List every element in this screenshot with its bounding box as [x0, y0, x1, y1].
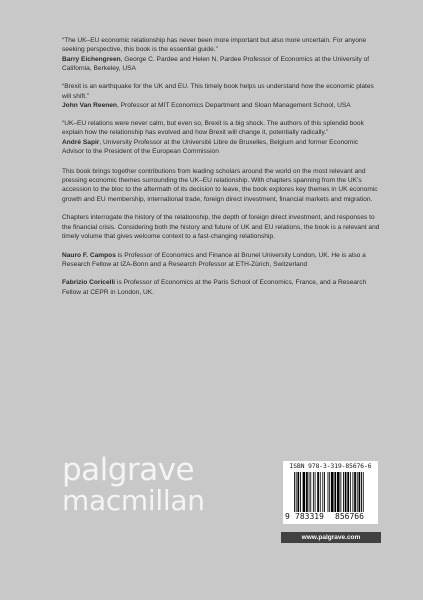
endorser-affiliation: , University Professor at the Université Libre de Bruxelles, Belgium and former Economic Advisor to the President of the European Commission — [62, 138, 359, 156]
logo-macmillan: macmillan — [62, 484, 205, 517]
endorser-name: Barry Eichengreen — [62, 55, 121, 63]
barcode — [283, 461, 378, 524]
barcode-bar — [324, 472, 325, 512]
isbn-label: ISBN 978-3-319-85676-6 — [289, 463, 372, 470]
endorsement-3 — [62, 119, 380, 157]
publisher-logo — [62, 454, 205, 516]
endorser-name: John Van Reenen — [62, 102, 117, 110]
author-bio-text: is Professor of Economics at the Paris School of Economics, France, and a Research Fellow at CEPR in London, UK. — [62, 279, 367, 296]
endorsement-quote: “The UK–EU economic relationship has never been more important but also more uncertain. For anyone seeking perspective, this book is the essential guide.” — [62, 37, 367, 54]
publisher-url-bar[interactable] — [281, 532, 381, 543]
barcode-bar — [334, 472, 336, 512]
barcode-bar — [317, 472, 319, 512]
endorser-name: André Sapir — [62, 138, 100, 146]
barcode-bar — [309, 472, 310, 512]
barcode-bar — [294, 472, 295, 512]
endorsement-quote: “UK–EU relations were never calm, but even so, Brexit is a big shock. The authors of this splendid book explain how the relationship has evolved and how Brexit will change it, potentially radically.” — [62, 120, 364, 137]
endorser-affiliation: , George C. Pardee and Helen N. Pardee Professor of Economics at the University of California, Berkeley, USA — [62, 55, 370, 73]
barcode-digits-right: 856766 — [335, 512, 364, 521]
barcode-bar — [331, 472, 334, 512]
barcode-bar — [345, 472, 347, 512]
barcode-bar — [363, 472, 364, 512]
barcode-bar — [352, 472, 353, 512]
description-paragraph-2: Chapters interrogate the history of the relationship, the depth of foreign direct investment, and responses to the financial crisis. Considering both the history and future of UK and EU relations, the book is a relevant and timely volume that gives welcome context to a fast-changing relationship. — [62, 214, 380, 241]
barcode-bars — [289, 472, 372, 512]
endorsement-quote: “Brexit is an earthquake for the UK and EU. This timely book helps us understand how the economic plates will shift.” — [62, 83, 374, 100]
barcode-digit-first: 9 — [285, 512, 290, 521]
barcode-bar — [297, 472, 299, 512]
author-name: Fabrizio Coricelli — [62, 279, 116, 287]
barcode-bar — [313, 472, 314, 512]
author-name: Nauro F. Campos — [62, 251, 116, 259]
logo-palgrave: palgrave — [62, 452, 195, 488]
author-bio-1 — [62, 251, 380, 270]
publisher-url[interactable]: www.palgrave.com — [301, 534, 361, 541]
text-column — [62, 36, 380, 297]
barcode-bar — [322, 472, 323, 512]
barcode-bar — [310, 472, 311, 512]
barcode-bar — [350, 472, 351, 512]
endorser-affiliation: , Professor at MIT Economics Department and Sloan Management School, USA — [116, 102, 351, 110]
barcode-bar — [329, 472, 330, 512]
barcode-bar — [361, 472, 362, 512]
endorsement-2 — [62, 82, 380, 110]
barcode-digits-left: 783319 — [295, 512, 324, 521]
barcode-bar — [357, 472, 358, 512]
barcode-bar — [347, 472, 349, 512]
description-paragraph-1: This book brings together contributions from leading scholars around the world on the most relevant and pressing economic themes surrounding the UK–EU relationship. With chapters spanning from the UK’s accession to the bloc to the aftermath of its decision to leave, the book explores key themes in UK economic growth and EU membership, international trade, foreign direct investment, financial markets and migration. — [62, 167, 378, 203]
barcode-bar — [328, 472, 329, 512]
author-bio-text: is Professor of Economics and Finance at Brunel University London, UK. He is also a Research Fellow at IZA-Bonn and a Research Professor at ETH-Zürich, Switzerland — [62, 251, 366, 268]
barcode-bar — [320, 472, 321, 512]
barcode-bar — [340, 472, 341, 512]
barcode-bar — [343, 472, 344, 512]
barcode-bar — [306, 472, 308, 512]
barcode-bar — [337, 472, 340, 512]
barcode-bar — [354, 472, 356, 512]
barcode-bar — [359, 472, 361, 512]
barcode-bar — [300, 472, 301, 512]
barcode-bar — [303, 472, 306, 512]
barcode-bar — [296, 472, 297, 512]
barcode-bar — [315, 472, 316, 512]
author-bio-2 — [62, 278, 380, 297]
endorsement-1 — [62, 36, 380, 74]
